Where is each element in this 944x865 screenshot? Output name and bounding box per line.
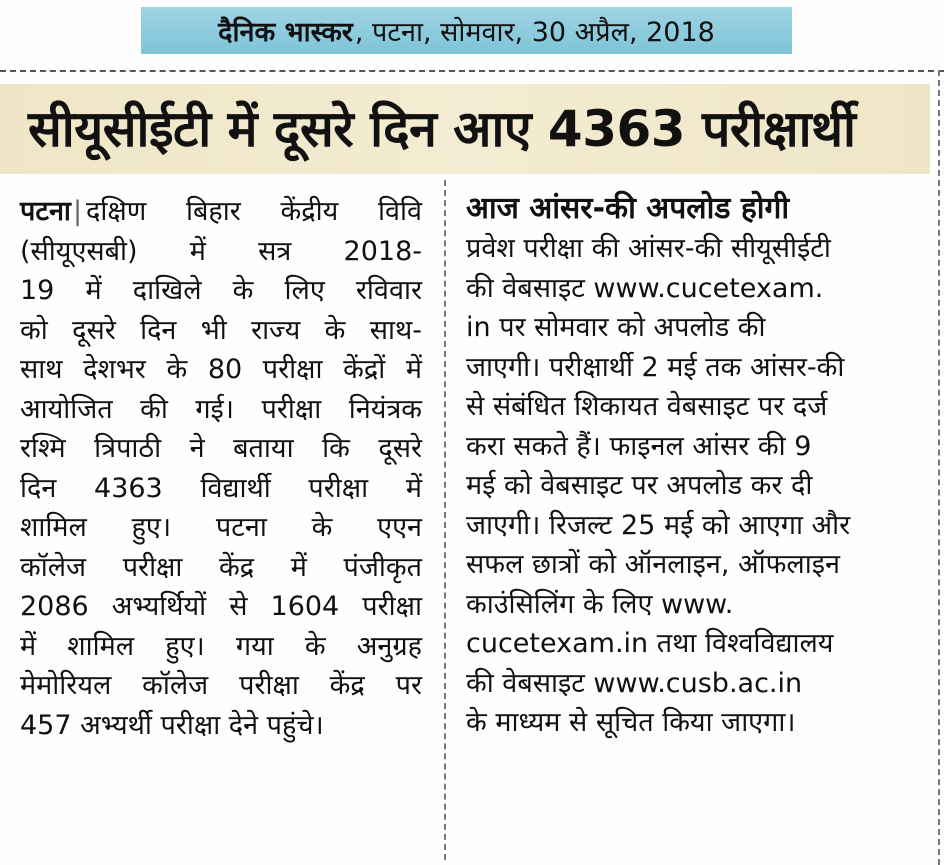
body-line: शामिल हुए। पटना के एएन: [20, 512, 422, 543]
masthead-brand: दैनिक भास्कर: [218, 17, 353, 48]
body-line: cucetexam.in तथा विश्वविद्यालय: [466, 628, 834, 659]
dateline: पटना: [20, 196, 71, 227]
left-line-1: [20, 192, 422, 232]
body-line: की वेबसाइट www.cusb.ac.in: [466, 667, 803, 699]
body-line: 457 अभ्यर्थी परीक्षा देने पहुंचे।: [20, 709, 324, 741]
body-line: जाएगी। रिजल्ट 25 मई को आएगा और: [466, 509, 851, 541]
body-line: करा सकते हैं। फाइनल आंसर की 9: [466, 430, 812, 462]
column-divider: [444, 180, 446, 860]
body-line: आयोजित की गई। परीक्षा नियंत्रक: [20, 393, 422, 425]
body-line: दिन 4363 विद्यार्थी परीक्षा में: [20, 472, 422, 504]
right-dashed-rule: [938, 70, 940, 865]
body-line: मेमोरियल कॉलेज परीक्षा केंद्र पर: [20, 670, 422, 701]
body-line: की वेबसाइट www.cucetexam.: [466, 272, 824, 304]
body-line: 2086 अभ्यर्थियों से 1604 परीक्षा: [20, 591, 422, 622]
body-line: को दूसरे दिन भी राज्य के साथ-: [20, 314, 422, 346]
body-line: में शामिल हुए। गया के अनुग्रह: [20, 630, 422, 662]
body-line: 19 में दाखिले के लिए रविवार: [20, 275, 422, 306]
body-line: जाएगी। परीक्षार्थी 2 मई तक आंसर-की: [466, 351, 845, 383]
body-line: in पर सोमवार को अपलोड की: [466, 312, 766, 343]
masthead: [141, 7, 792, 54]
body-text: दक्षिण बिहार केंद्रीय विवि: [86, 196, 422, 227]
dateline-separator: |: [72, 196, 83, 227]
body-line: सफल छात्रों को ऑनलाइन, ऑफलाइन: [466, 549, 840, 580]
masthead-date: , पटना, सोमवार, 30 अप्रैल, 2018: [354, 17, 715, 48]
left-column: [20, 192, 422, 745]
body-line: (सीयूएसबी) में सत्र 2018-: [20, 235, 422, 267]
body-line: से संबंधित शिकायत वेबसाइट पर दर्ज: [466, 391, 828, 422]
body-line: साथ देशभर के 80 परीक्षा केंद्रों में: [20, 354, 422, 385]
body-line: कॉलेज परीक्षा केंद्र में पंजीकृत: [20, 551, 422, 583]
body-line: के माध्यम से सूचित किया जाएगा।: [466, 707, 796, 738]
headline: सीयूसीईटी में दूसरे दिन आए 4363 परीक्षार्थी: [28, 100, 856, 158]
body-line: काउंसिलिंग के लिए www.: [466, 588, 734, 620]
body-line: प्रवेश परीक्षा की आंसर-की सीयूसीईटी: [466, 233, 831, 264]
subheading: आज आंसर-की अपलोड होगी: [466, 191, 790, 226]
top-dashed-rule: [0, 70, 944, 72]
right-column: [466, 192, 892, 743]
body-line: मई को वेबसाइट पर अपलोड कर दी: [466, 470, 813, 501]
body-line: रश्मि त्रिपाठी ने बताया कि दूसरे: [20, 433, 422, 464]
